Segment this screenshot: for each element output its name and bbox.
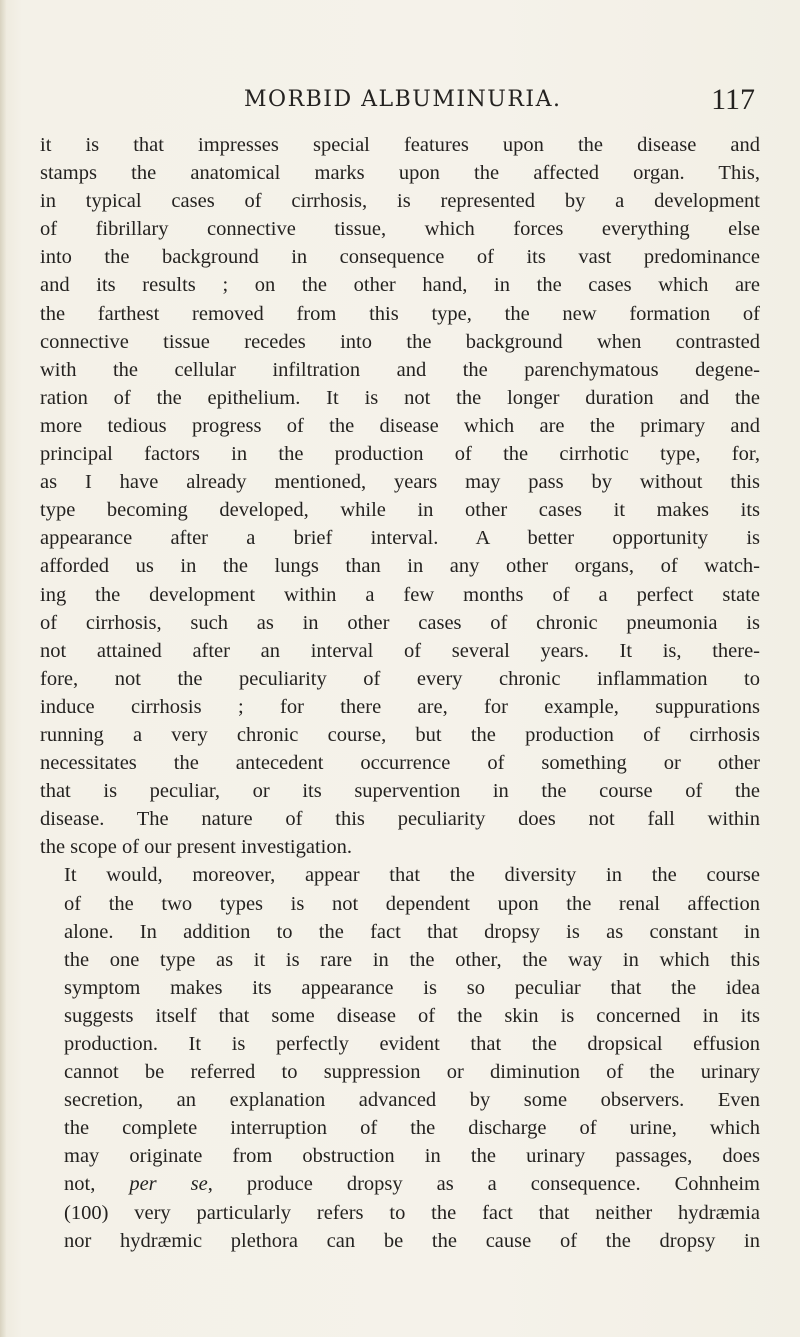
text-line: It would, moreover, appear that the diversity in the course (64, 864, 760, 887)
text-line: may originate from obstruction in the urinary passages, does (64, 1145, 760, 1168)
running-header (0, 80, 800, 120)
text-line: and its results ; on the other hand, in the cases which are (40, 274, 760, 297)
text-line: as I have already mentioned, years may pass by without this (40, 471, 760, 494)
italic-phrase: per se (129, 1173, 208, 1196)
text-line: of fibrillary connective tissue, which forces everything else (40, 218, 760, 241)
text-line: alone. In addition to the fact that dropsy is as constant in (64, 920, 760, 943)
text-line: into the background in consequence of its vast predominance (40, 246, 760, 269)
text-line: (100) very particularly refers to the fact that neither hydræmia (64, 1201, 760, 1224)
text-line (40, 1170, 760, 1198)
page-gutter-shadow (0, 0, 6, 1337)
paragraph-2 (40, 861, 760, 1254)
text-line: stamps the anatomical marks upon the affected organ. This, (40, 162, 760, 185)
text-line: nor hydræmic plethora can be the cause of the dropsy in (64, 1229, 760, 1252)
text-line: running a very chronic course, but the production of cirrhosis (40, 723, 760, 746)
text-line: not attained after an interval of several years. It is, there- (40, 639, 760, 662)
text-run: not, (64, 1173, 130, 1196)
text-line: induce cirrhosis ; for there are, for example, suppurations (40, 695, 760, 718)
text-line: necessitates the antecedent occurrence of something or other (40, 752, 760, 775)
text-line: the complete interruption of the discharge of urine, which (64, 1117, 760, 1140)
text-line: secretion, an explanation advanced by some observers. Even (64, 1089, 760, 1112)
paragraph-1 (40, 131, 760, 861)
text-line: the scope of our present investigation. (40, 836, 352, 859)
text-line: cannot be referred to suppression or diminution of the urinary (64, 1061, 760, 1084)
text-line: symptom makes its appearance is so peculiar that the idea (64, 976, 760, 999)
text-line: ing the development within a few months of a perfect state (40, 583, 760, 606)
text-line: principal factors in the production of the cirrhotic type, for, (40, 443, 760, 466)
text-line: suggests itself that some disease of the skin is concerned in its (64, 1004, 760, 1027)
text-line: of cirrhosis, such as in other cases of chronic pneumonia is (40, 611, 760, 634)
text-line: type becoming developed, while in other cases it makes its (40, 499, 760, 522)
text-line: that is peculiar, or its supervention in the course of the (40, 780, 760, 803)
text-run: , produce dropsy as a consequence. Cohnheim (207, 1173, 760, 1196)
text-line: fore, not the peculiarity of every chronic inflammation to (40, 667, 760, 690)
text-line: the one type as it is rare in the other, the way in which this (64, 948, 760, 971)
text-line: connective tissue recedes into the background when contrasted (40, 330, 760, 353)
text-line: afforded us in the lungs than in any other organs, of watch- (40, 555, 760, 578)
text-line: in typical cases of cirrhosis, is represented by a development (40, 190, 760, 213)
page-number: 117 (711, 83, 755, 116)
text-line: production. It is perfectly evident that the dropsical effusion (64, 1033, 760, 1055)
text-line: it is that impresses special features upon the disease and (40, 134, 760, 156)
text-line: appearance after a brief interval. A better opportunity is (40, 527, 760, 550)
body-text (40, 131, 760, 1255)
text-line: of the two types is not dependent upon the renal affection (64, 892, 760, 915)
running-title: MORBID ALBUMINURIA. (244, 87, 562, 112)
text-line: with the cellular infiltration and the parenchymatous degene- (40, 358, 760, 381)
text-line: more tedious progress of the disease which are the primary and (40, 414, 760, 437)
text-line: the farthest removed from this type, the new formation of (40, 302, 760, 325)
text-line: ration of the epithelium. It is not the longer duration and the (40, 386, 760, 409)
text-line: disease. The nature of this peculiarity does not fall within (40, 808, 760, 831)
